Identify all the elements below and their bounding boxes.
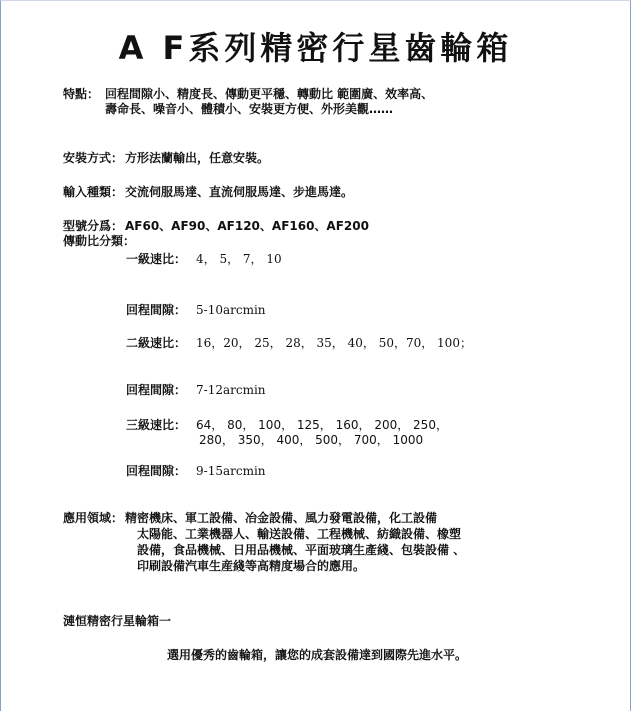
stage2-backlash-label: 回程間隙： bbox=[126, 383, 187, 397]
applications-line-1: 精密機床、軍工設備、冶金設備、風力發電設備，化工設備 bbox=[125, 511, 438, 525]
install-value: 方形法蘭輸出，任意安裝。 bbox=[125, 151, 270, 165]
page-title: A F系列精密行星齒輪箱 bbox=[118, 29, 513, 67]
install-label: 安裝方式： bbox=[63, 151, 124, 165]
applications-line-2: 太陽能、工業機器人、輸送設備、工程機械、紡織設備、橡塑 bbox=[137, 527, 462, 541]
stage3-label: 三級速比： bbox=[126, 418, 187, 432]
applications-line-3: 設備，食品機械、日用品機械、平面玻璃生產綫、包裝設備 、 bbox=[137, 543, 466, 557]
stage1-values: 4， 5， 7， 10 bbox=[196, 252, 282, 266]
stage2-values: 16，20， 25， 28， 35， 40， 50，70， 100； bbox=[196, 336, 472, 350]
input-label: 輸入種類： bbox=[63, 185, 124, 199]
stage3-backlash-value: 9-15arcmin bbox=[196, 464, 266, 478]
ratio-heading: 傳動比分類： bbox=[63, 234, 136, 248]
features-label: 特點： bbox=[63, 87, 100, 101]
stage2-backlash-value: 7-12arcmin bbox=[196, 383, 266, 397]
models-label: 型號分爲： bbox=[63, 219, 124, 233]
stage3-backlash-label: 回程間隙： bbox=[126, 464, 187, 478]
features-line-2: 壽命長、噪音小、體積小、安裝更方便、外形美觀…… bbox=[105, 102, 394, 116]
brand-name: 漣恒精密行星輪箱一 bbox=[63, 614, 172, 628]
models-value: AF60、AF90、AF120、AF160、AF200 bbox=[125, 219, 369, 233]
document-page bbox=[1, 1, 630, 712]
features-line-1: 回程間隙小、精度長、傳動更平穩、轉動比 範圍廣、效率高、 bbox=[105, 87, 434, 101]
stage1-label: 一級速比： bbox=[126, 252, 187, 266]
input-value: 交流伺服馬達、直流伺服馬達、步進馬達。 bbox=[125, 185, 354, 199]
slogan: 選用優秀的齒輪箱，讓您的成套設備達到國際先進水平。 bbox=[167, 648, 468, 662]
stage1-backlash-label: 回程間隙： bbox=[126, 303, 187, 317]
stage1-backlash-value: 5-10arcmin bbox=[196, 303, 266, 317]
applications-line-4: 印刷設備汽車生産綫等高精度場合的應用。 bbox=[137, 559, 366, 573]
applications-label: 應用領域： bbox=[63, 511, 124, 525]
stage3-values-line-2: 280， 350， 400， 500， 700， 1000 bbox=[199, 433, 424, 447]
stage3-values-line-1: 64， 80， 100， 125， 160， 200， 250， bbox=[196, 418, 448, 432]
stage2-label: 二級速比： bbox=[126, 336, 187, 350]
